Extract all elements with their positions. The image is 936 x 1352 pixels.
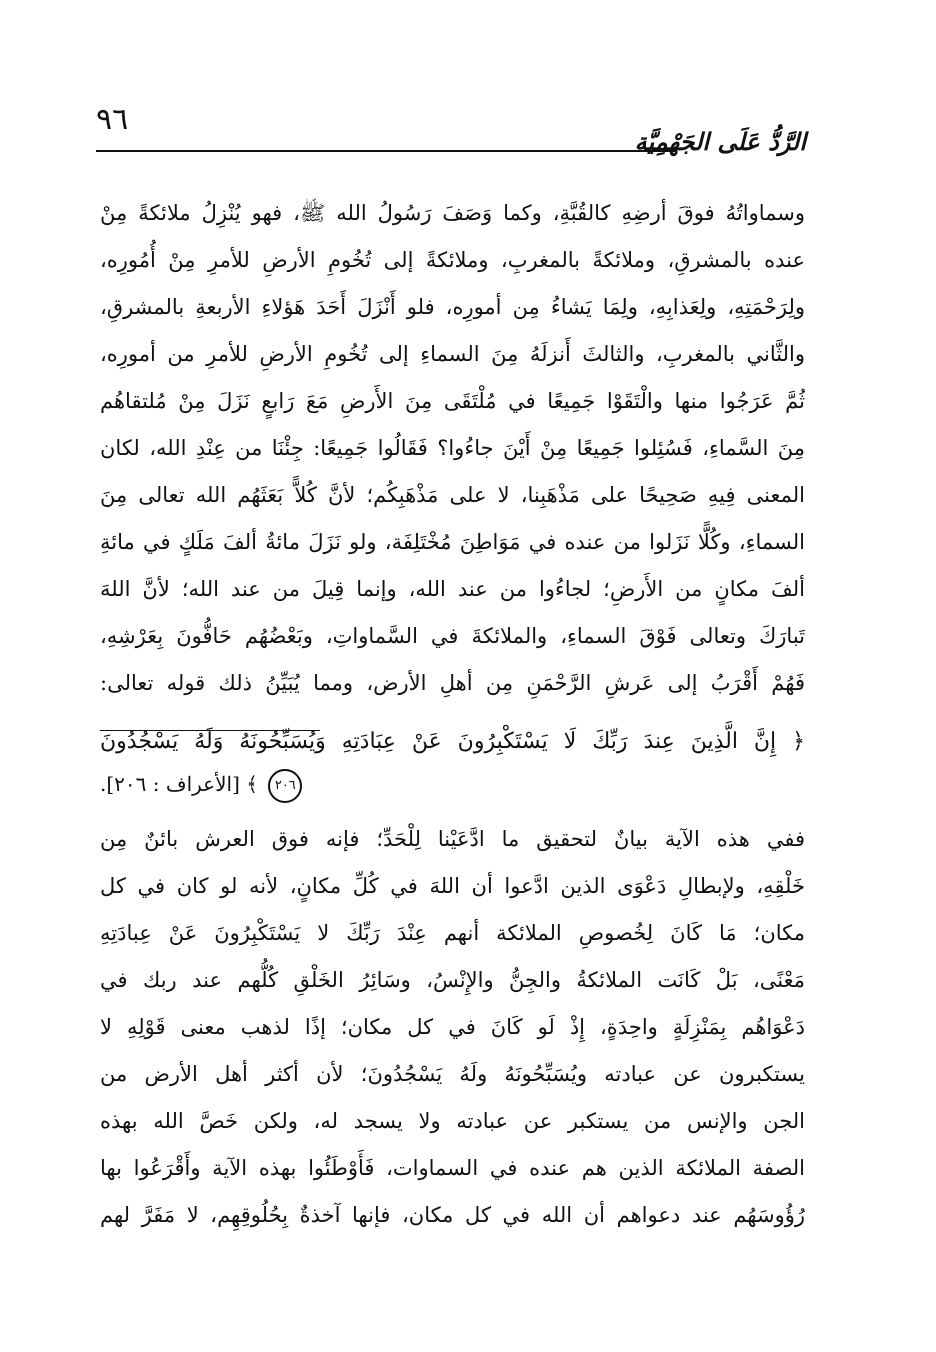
text-line: الصفة الملائكة الذين هم عنده في السماوات، فَأَوْطَئُوا بهذه الآية وأَقْرَعُوا بها xyxy=(100,1156,805,1180)
text-line: المعنى فِيهِ صَحِيحًا على مَذْهَبِنا، لا على مَذْهَبِكُم؛ لأنَّ كُلاًّ بَعَثَهُم الله تعالى مِنَ xyxy=(100,483,805,507)
ayah-number-mark: ٢٠٦ xyxy=(268,769,302,803)
text-line: فَهُمْ أَقْرَبُ إلى عَرشِ الرَّحْمَنِ مِن أهلِ الأرض، ومما يُبَيِّنُ ذلك قوله تعالى: xyxy=(100,671,805,695)
page-number: ٩٦ xyxy=(96,102,129,137)
text-line: ولِرَحْمَتِهِ، ولِعَذابِهِ، ولِمَا يَشاءُ مِن أمورِه، فلو أَنْزَلَ أَحَدَ هَؤلاءِ الأربعةِ بالمشرقِ، xyxy=(100,295,805,319)
text-line: وسماواتُهُ فوقَ أرضِهِ كالقُبَّةِ، وكما وَصَفَ رَسُولُ الله ﷺ، فهو يُنْزِلُ ملائكةً مِنْ xyxy=(100,201,805,225)
text-line: الجن والإنس من يستكبر عن عبادته ولا يسجد له، ولكن خَصَّ الله بهذه xyxy=(100,1109,805,1133)
text-line: ألفَ مكانٍ من الأَرضِ؛ لجاءُوا من عند الله، وإنما قِيلَ من عند الله؛ لأنَّ اللهَ xyxy=(100,577,805,601)
text-line: ففي هذه الآية بيانٌ لتحقيق ما ادَّعَيْنا لِلْحَدِّ؛ فإنه فوق العرش بائنٌ مِن xyxy=(100,827,805,851)
paragraph-2 xyxy=(100,816,805,1239)
text-line: مكان؛ مَا كَانَ لِخُصوصِ الملائكة أنهم عِنْدَ رَبِّكَ لا يَسْتَكْبِرُونَ عَنْ عِبادَتِهِ xyxy=(100,921,805,945)
quran-verse xyxy=(100,720,805,804)
verse-reference: ﴾ [الأعراف : ٢٠٦]. xyxy=(100,772,258,796)
text-line: رُؤُوسَهُم عند دعواهم أن الله في كل مكان، فإنها آخذةٌ بِحُلُوقِهِم، لا مَفَرَّ لهم xyxy=(100,1203,805,1227)
text-line: السماءِ، وكُلًّا نَزَلوا من عنده في مَوَاطِنَ مُخْتَلِفَة، ولو نَزَلَ مائةُ ألفَ مَلَكٍ في مائةِ xyxy=(100,530,805,554)
text-line: خَلْقِهِ، ولإبطالِ دَعْوَى الذين ادَّعوا أن اللهَ في كُلِّ مكانٍ، لأنه لو كان في كل xyxy=(100,874,805,898)
text-line: مَعْنًى، بَلْ كَانَت الملائكةُ والجِنُّ والإِنْسُ، وسَائِرُ الخَلْقِ كُلُّهم عند ربك في xyxy=(100,968,805,992)
paragraph-1 xyxy=(100,190,805,707)
text-line: عنده بالمشرقِ، وملائكةً بالمغربِ، وملائكةً إلى تُخُومِ الأرضِ للأمرِ مِنْ أُمُورِه، xyxy=(100,248,805,272)
text-line: ثُمَّ عَرَجُوا منها والْتَقَوْا جَمِيعًا في مُلْتَقَى مِنَ الأَرضِ مَعَ رَابعٍ نَزَلَ مِنْ مُلتقاهُم xyxy=(100,389,805,413)
text-line: مِنَ السَّماءِ، فَسُئِلوا جَمِيعًا مِنْ أَيْنَ جاءُوا؟ فَقَالُوا جَمِيعًا: جِئْنَا من عِنْدِ الله، لكان xyxy=(100,436,805,460)
header-rule xyxy=(96,150,676,152)
verse-text: ﴿ إِنَّ الَّذِينَ عِندَ رَبِّكَ لَا يَسْتَكْبِرُونَ عَنْ عِبَادَتِهِ وَيُسَبِّحُونَهُ وَلَهُ يَسْجُدُونَ xyxy=(100,729,805,754)
text-line: والثَّاني بالمغربِ، والثالثَ أَنزلَهُ مِنَ السماءِ إلى تُخُومِ الأرضِ للأمرِ من أمورِه، xyxy=(100,342,805,366)
verse-rule xyxy=(100,730,320,731)
text-line: دَعْوَاهُم بِمَنْزِلَةٍ واحِدَةٍ، إِذْ لَو كَانَ في كل مكان؛ إذًا لذهب معنى قَوْلِهِ لا xyxy=(100,1015,805,1039)
page-header xyxy=(96,100,806,170)
verse-reference-line xyxy=(100,764,805,804)
text-line: تَبارَكَ وتعالى فَوْقَ السماءِ، والملائكةَ في السَّماواتِ، وبَعْضُهُم حَافُّونَ بِعَرْشِهِ، xyxy=(100,624,805,648)
running-title: الرَّدُّ عَلَى الجَهْمِيَّة xyxy=(634,127,806,156)
text-line: يستكبرون عن عبادته ويُسَبِّحُونَهُ ولَهُ يَسْجُدُونَ؛ لأن أكثر أهل الأرض من xyxy=(100,1062,805,1086)
